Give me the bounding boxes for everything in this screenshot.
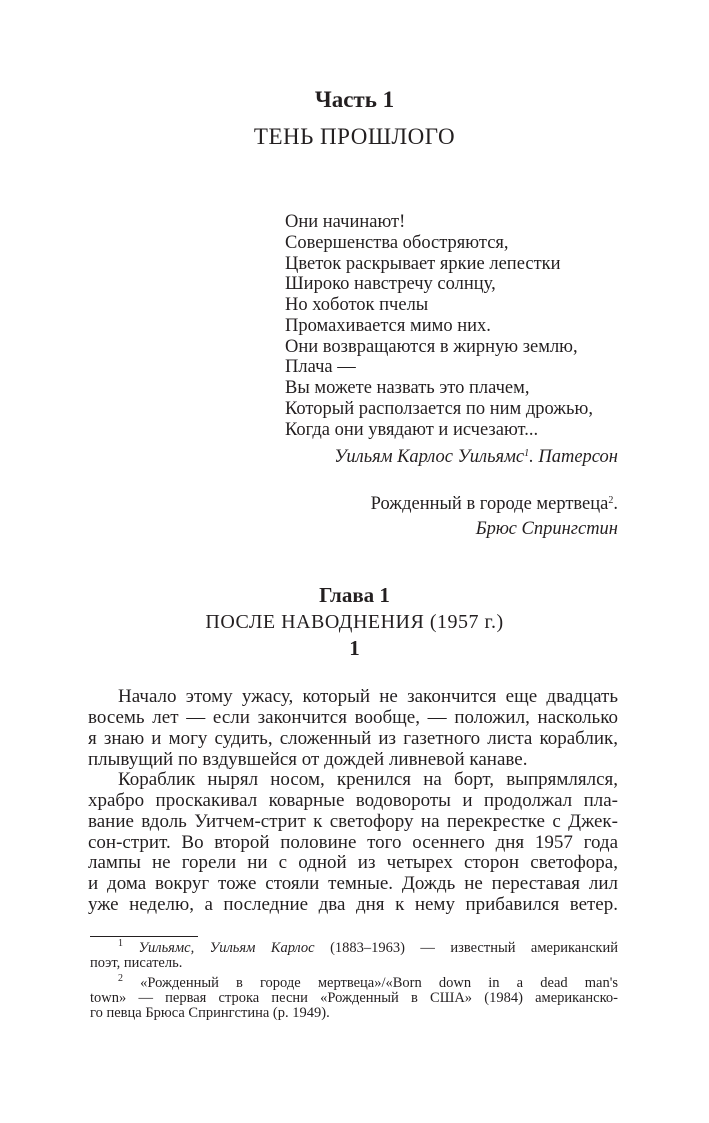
poem-line: Но хоботок пчелы (285, 295, 429, 315)
footnote-ref: 2 (608, 495, 614, 506)
quote-end: . (613, 494, 618, 514)
body-line: лампы не горели ни с одной из четырех сторон светофора, (88, 852, 618, 873)
poem-source: . Патерсон (529, 447, 618, 467)
part-label: Часть 1 (314, 87, 395, 112)
poem-line: Широко навстречу солнцу, (285, 274, 496, 294)
body-line: я знаю и могу судить, сложенный из газетного листа кораблик, (88, 728, 618, 749)
poem-line: Плача — (285, 357, 356, 377)
poem-line: Который расползается по ним дрожью, (285, 399, 593, 419)
body-line: и дома вокруг тоже стояли темные. Дождь не переставая лил (88, 873, 618, 894)
poem-author: Уильям Карлос Уильямс (334, 447, 525, 467)
footnote-1-cont: поэт, писатель. (90, 955, 183, 971)
quote-text (371, 494, 618, 515)
footnote-name: Уильямс, Уильям Карлос (138, 940, 315, 956)
quote-author: Брюс Спрингстин (475, 519, 618, 539)
footnote-divider (90, 936, 198, 937)
poem-line: Когда они увядают и исчезают... (285, 420, 539, 440)
body-line: Начало этому ужасу, который не закончится еще двадцать (118, 686, 618, 707)
chapter-title: ПОСЛЕ НАВОДНЕНИЯ (1957 г.) (205, 611, 504, 633)
body-line: восемь лет — если закончится вообще, — положил, насколько (88, 707, 618, 728)
poem-line: Промахивается мимо них. (285, 316, 491, 336)
body-line: сон-стрит. Во второй половине того осеннего дня 1957 года (88, 832, 618, 853)
footnote-2-cont: го певца Брюса Спрингстина (р. 1949). (90, 1005, 330, 1021)
poem-line: Вы можете назвать это плачем, (285, 378, 530, 398)
section-number: 1 (349, 636, 360, 660)
footnote-2-cont: town» — первая строка песни «Рожденный в США» (1984) американско- (90, 990, 618, 1006)
footnote-1 (118, 938, 618, 956)
quote-body: Рожденный в городе мертвеца (370, 494, 609, 514)
footnote-ref: 1 (524, 448, 530, 459)
chapter-label: Глава 1 (319, 583, 390, 607)
poem-line: Цветок раскрывает яркие лепестки (285, 254, 561, 274)
body-line: Кораблик нырял носом, кренился на борт, выпрямлялся, (118, 769, 618, 790)
footnote-text: (1883–1963) — известный американский (314, 940, 618, 956)
footnote-mark: 1 (118, 938, 123, 949)
part-title: ТЕНЬ ПРОШЛОГО (253, 124, 456, 149)
body-line: храбро проскакивал коварные водовороты и продолжал пла- (88, 790, 618, 811)
body-line: уже неделю, а последние два дня к нему прибавился ветер. (88, 894, 618, 915)
poem-line: Они начинают! (285, 212, 406, 232)
poem-line: Они возвращаются в жирную землю, (285, 337, 578, 357)
footnote-text: «Рожденный в городе мертвеца»/«Born down in a dead man's (123, 975, 618, 991)
poem-line: Совершенства обостряются, (285, 233, 509, 253)
footnote-2 (118, 973, 618, 991)
body-line: вание вдоль Уитчем-стрит к светофору на перекрестке с Джек- (88, 811, 618, 832)
footnote-mark: 2 (118, 973, 123, 984)
body-line: плывущий по вздувшейся от дождей ливневой канаве. (88, 749, 528, 770)
poem-attribution (334, 447, 618, 468)
